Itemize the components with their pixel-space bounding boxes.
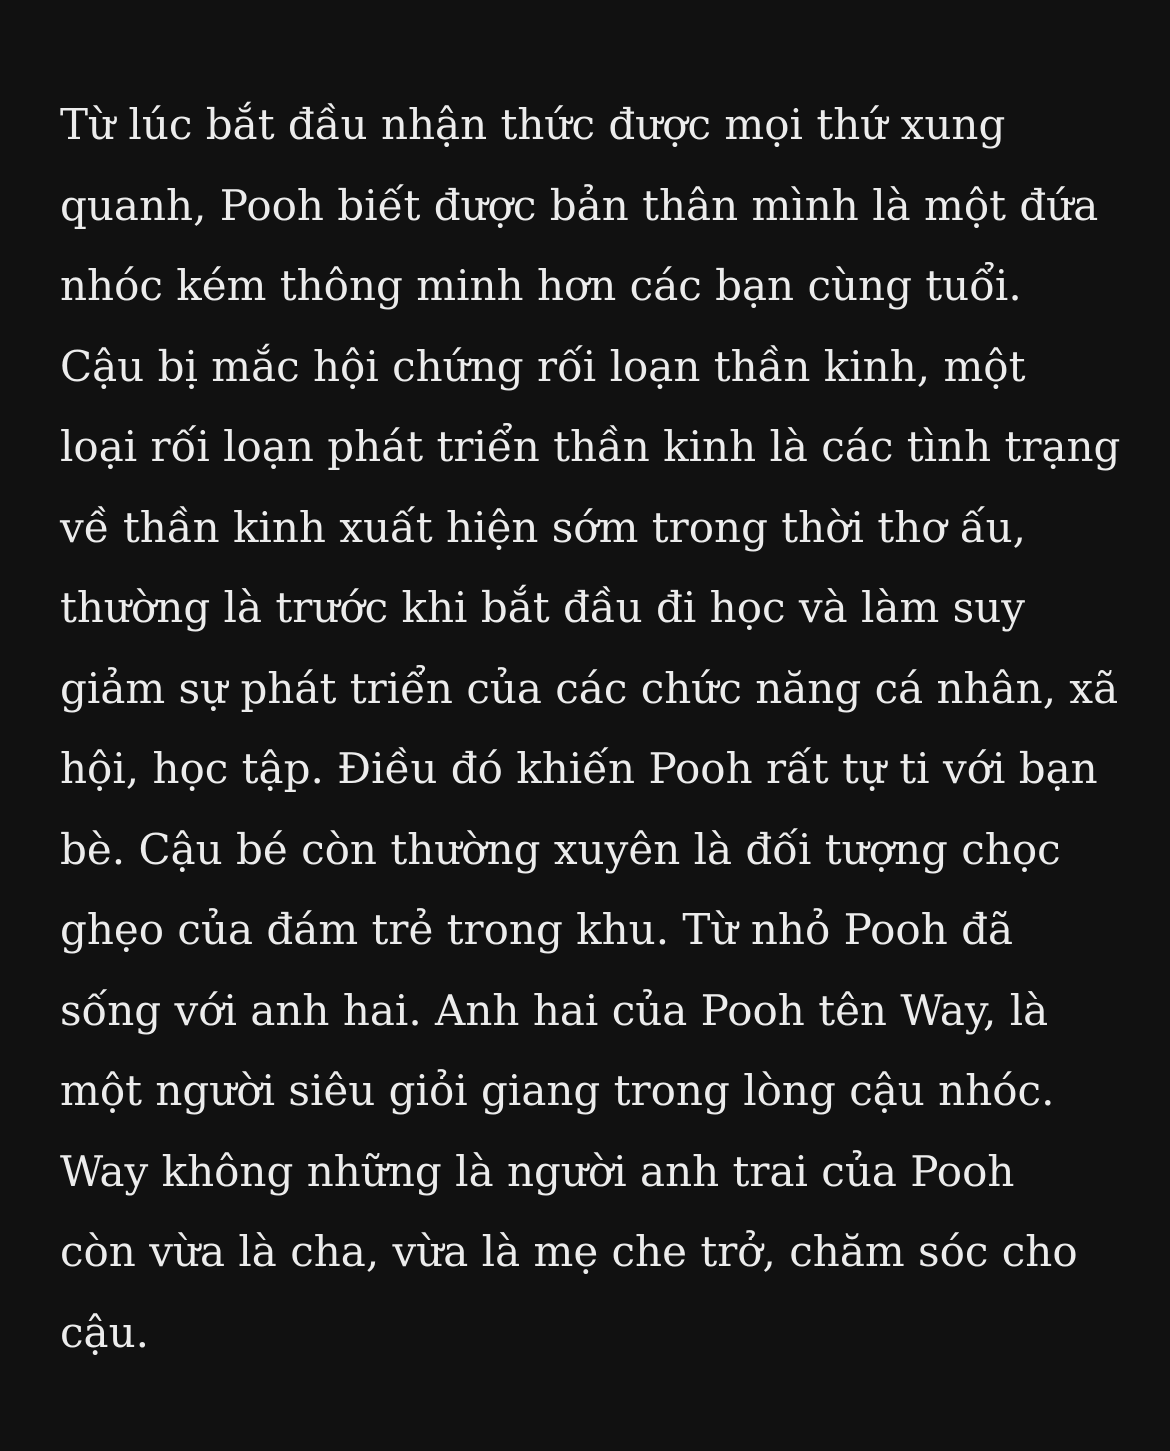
text-line: Cậu bị mắc hội chứng rối loạn thần kinh, một bbox=[60, 341, 1026, 391]
text-line: một người siêu giỏi giang trong lòng cậu nhóc. bbox=[60, 1066, 1055, 1115]
text-line: về thần kinh xuất hiện sớm trong thời thơ ấu, bbox=[60, 502, 1026, 552]
text-line: Từ lúc bắt đầu nhận thức được mọi thứ xung bbox=[60, 100, 1006, 149]
text-line: còn vừa là cha, vừa là mẹ che trở, chăm sóc cho bbox=[60, 1227, 1078, 1276]
text-line: ghẹo của đám trẻ trong khu. Từ nhỏ Pooh đã bbox=[60, 905, 1014, 954]
text-line: thường là trước khi bắt đầu đi học và làm suy bbox=[60, 583, 1025, 632]
text-line: bè. Cậu bé còn thường xuyên là đối tượng chọc bbox=[60, 824, 1061, 874]
text-line: nhóc kém thông minh hơn các bạn cùng tuổi. bbox=[60, 261, 1022, 310]
text-line: sống với anh hai. Anh hai của Pooh tên Way, là bbox=[60, 985, 1049, 1035]
text-line: giảm sự phát triển của các chức năng cá nhân, xã bbox=[60, 663, 1119, 713]
story-paragraph bbox=[60, 85, 1140, 1373]
text-line: Way không những là người anh trai của Pooh bbox=[60, 1146, 1015, 1196]
text-line: cậu. bbox=[60, 1307, 149, 1357]
text-line: hội, học tập. Điều đó khiến Pooh rất tự ti với bạn bbox=[60, 744, 1098, 793]
text-line: quanh, Pooh biết được bản thân mình là một đứa bbox=[60, 180, 1099, 230]
text-line: loại rối loạn phát triển thần kinh là các tình trạng bbox=[60, 422, 1121, 471]
